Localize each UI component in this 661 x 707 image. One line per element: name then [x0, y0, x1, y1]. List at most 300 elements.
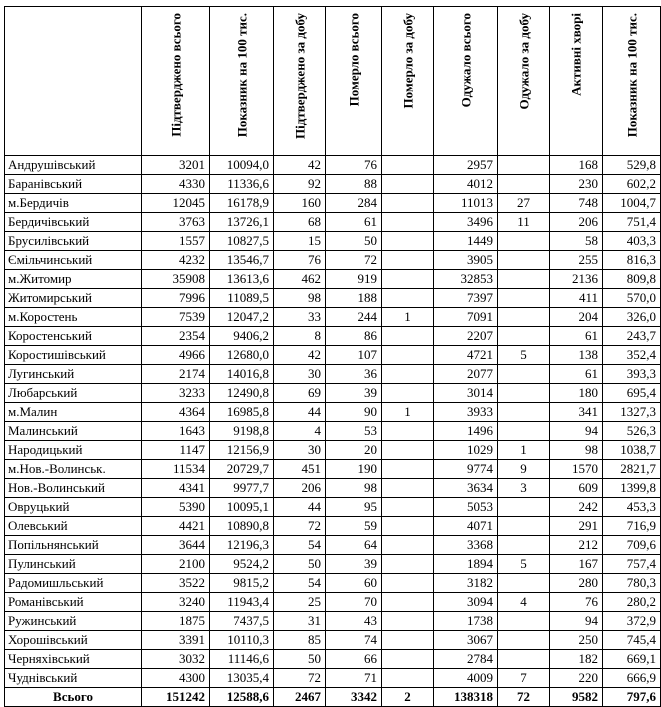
recovered-daily-cell [498, 422, 550, 441]
active-cases-cell: 748 [550, 194, 603, 213]
active-cases-cell: 230 [550, 175, 603, 194]
table-row [5, 213, 661, 232]
rate-per-100k-cell: 11146,6 [210, 650, 274, 669]
table-row [5, 156, 661, 175]
recovered-total-cell: 3014 [434, 384, 498, 403]
active-cases-cell: 242 [550, 498, 603, 517]
deaths-total-cell: 39 [326, 384, 382, 403]
district-name-cell: Коростишівський [5, 346, 142, 365]
header-active-cases: Активні хворі [550, 7, 603, 156]
rate-per-100k-cell: 12047,2 [210, 308, 274, 327]
confirmed-daily-cell: 15 [274, 232, 326, 251]
rate-per-100k-cell: 13035,4 [210, 669, 274, 688]
recovered-total-cell: 4721 [434, 346, 498, 365]
rate-per-100k-cell: 16985,8 [210, 403, 274, 422]
deaths-daily-cell [382, 213, 434, 232]
confirmed-daily-cell: 30 [274, 441, 326, 460]
deaths-total-cell: 59 [326, 517, 382, 536]
table-row [5, 422, 661, 441]
rate-per-100k-cell: 10110,3 [210, 631, 274, 650]
total-row [5, 688, 661, 707]
recovered-daily-cell: 27 [498, 194, 550, 213]
recovered-total-cell: 2077 [434, 365, 498, 384]
active-cases-cell: 255 [550, 251, 603, 270]
deaths-daily-cell [382, 251, 434, 270]
deaths-total-cell: 95 [326, 498, 382, 517]
rate-per-100k-cell: 10890,8 [210, 517, 274, 536]
recovered-daily-cell [498, 251, 550, 270]
district-name-cell: м.Житомир [5, 270, 142, 289]
header-active-rate-per-100k: Показник на 100 тис. [603, 7, 661, 156]
recovered-daily-cell [498, 536, 550, 555]
table-row [5, 270, 661, 289]
confirmed-total-cell: 1643 [142, 422, 210, 441]
active-rate-per-100k-cell: 243,7 [603, 327, 661, 346]
recovered-daily-cell [498, 270, 550, 289]
confirmed-daily-cell: 25 [274, 593, 326, 612]
active-rate-per-100k-cell: 280,2 [603, 593, 661, 612]
confirmed-total-cell: 1875 [142, 612, 210, 631]
recovered-total-cell: 3933 [434, 403, 498, 422]
rate-per-100k-cell: 10095,1 [210, 498, 274, 517]
header-confirmed-daily: Підтверджено за добу [274, 7, 326, 156]
recovered-daily-cell [498, 327, 550, 346]
recovered-total-cell: 1738 [434, 612, 498, 631]
confirmed-daily-cell: 8 [274, 327, 326, 346]
recovered-total-cell: 2207 [434, 327, 498, 346]
header-recovered-daily: Одужало за добу [498, 7, 550, 156]
deaths-daily-cell [382, 460, 434, 479]
table-row [5, 232, 661, 251]
recovered-daily-cell: 1 [498, 441, 550, 460]
rate-per-100k-cell: 13726,1 [210, 213, 274, 232]
deaths-daily-cell [382, 270, 434, 289]
table-row [5, 650, 661, 669]
active-rate-per-100k-cell: 393,3 [603, 365, 661, 384]
table-row [5, 194, 661, 213]
confirmed-total-cell: 3201 [142, 156, 210, 175]
table-row [5, 612, 661, 631]
active-rate-per-100k-cell: 352,4 [603, 346, 661, 365]
deaths-total-cell: 39 [326, 555, 382, 574]
active-cases-cell: 58 [550, 232, 603, 251]
recovered-total-cell: 3905 [434, 251, 498, 270]
active-rate-per-100k-cell: 669,1 [603, 650, 661, 669]
confirmed-daily-cell: 98 [274, 289, 326, 308]
deaths-daily-cell: 2 [382, 688, 434, 707]
active-rate-per-100k-cell: 372,9 [603, 612, 661, 631]
deaths-daily-cell [382, 631, 434, 650]
deaths-total-cell: 74 [326, 631, 382, 650]
deaths-daily-cell [382, 156, 434, 175]
confirmed-daily-cell: 85 [274, 631, 326, 650]
recovered-total-cell: 2957 [434, 156, 498, 175]
rate-per-100k-cell: 10094,0 [210, 156, 274, 175]
recovered-total-cell: 3368 [434, 536, 498, 555]
recovered-daily-cell: 7 [498, 669, 550, 688]
table-row [5, 308, 661, 327]
confirmed-total-cell: 2354 [142, 327, 210, 346]
confirmed-daily-cell: 206 [274, 479, 326, 498]
active-cases-cell: 212 [550, 536, 603, 555]
confirmed-total-cell: 1147 [142, 441, 210, 460]
table-row [5, 327, 661, 346]
confirmed-daily-cell: 54 [274, 536, 326, 555]
active-rate-per-100k-cell: 816,3 [603, 251, 661, 270]
deaths-total-cell: 244 [326, 308, 382, 327]
active-cases-cell: 94 [550, 422, 603, 441]
active-cases-cell: 182 [550, 650, 603, 669]
recovered-daily-cell: 4 [498, 593, 550, 612]
active-cases-cell: 204 [550, 308, 603, 327]
recovered-daily-cell [498, 289, 550, 308]
active-cases-cell: 250 [550, 631, 603, 650]
active-rate-per-100k-cell: 453,3 [603, 498, 661, 517]
recovered-daily-cell [498, 517, 550, 536]
confirmed-total-cell: 5390 [142, 498, 210, 517]
deaths-total-cell: 64 [326, 536, 382, 555]
confirmed-daily-cell: 76 [274, 251, 326, 270]
deaths-total-cell: 71 [326, 669, 382, 688]
confirmed-daily-cell: 4 [274, 422, 326, 441]
table-row [5, 365, 661, 384]
active-cases-cell: 61 [550, 327, 603, 346]
confirmed-daily-cell: 2467 [274, 688, 326, 707]
deaths-total-cell: 43 [326, 612, 382, 631]
district-name-cell: Житомирський [5, 289, 142, 308]
deaths-daily-cell [382, 555, 434, 574]
recovered-total-cell: 3094 [434, 593, 498, 612]
deaths-daily-cell [382, 650, 434, 669]
district-name-cell: Олевський [5, 517, 142, 536]
deaths-daily-cell [382, 327, 434, 346]
confirmed-total-cell: 3522 [142, 574, 210, 593]
recovered-daily-cell [498, 403, 550, 422]
deaths-total-cell: 76 [326, 156, 382, 175]
recovered-total-cell: 4009 [434, 669, 498, 688]
rate-per-100k-cell: 12588,6 [210, 688, 274, 707]
deaths-total-cell: 53 [326, 422, 382, 441]
recovered-daily-cell [498, 631, 550, 650]
recovered-total-cell: 1449 [434, 232, 498, 251]
active-cases-cell: 168 [550, 156, 603, 175]
recovered-daily-cell [498, 308, 550, 327]
active-rate-per-100k-cell: 780,3 [603, 574, 661, 593]
deaths-total-cell: 70 [326, 593, 382, 612]
active-cases-cell: 9582 [550, 688, 603, 707]
confirmed-total-cell: 3391 [142, 631, 210, 650]
rate-per-100k-cell: 11336,6 [210, 175, 274, 194]
recovered-daily-cell: 5 [498, 346, 550, 365]
confirmed-total-cell: 3240 [142, 593, 210, 612]
district-name-cell: Романівський [5, 593, 142, 612]
recovered-total-cell: 32853 [434, 270, 498, 289]
rate-per-100k-cell: 12196,3 [210, 536, 274, 555]
deaths-daily-cell [382, 175, 434, 194]
recovered-daily-cell [498, 232, 550, 251]
active-cases-cell: 138 [550, 346, 603, 365]
covid-statistics-table [4, 6, 661, 707]
deaths-daily-cell [382, 593, 434, 612]
deaths-daily-cell [382, 365, 434, 384]
recovered-total-cell: 1496 [434, 422, 498, 441]
rate-per-100k-cell: 9524,2 [210, 555, 274, 574]
rate-per-100k-cell: 12490,8 [210, 384, 274, 403]
district-name-cell: Чуднівський [5, 669, 142, 688]
deaths-daily-cell [382, 289, 434, 308]
active-cases-cell: 609 [550, 479, 603, 498]
district-name-cell: Малинський [5, 422, 142, 441]
table-row [5, 631, 661, 650]
rate-per-100k-cell: 14016,8 [210, 365, 274, 384]
rate-per-100k-cell: 9815,2 [210, 574, 274, 593]
deaths-daily-cell: 1 [382, 403, 434, 422]
rate-per-100k-cell: 9406,2 [210, 327, 274, 346]
table-row [5, 403, 661, 422]
deaths-total-cell: 86 [326, 327, 382, 346]
deaths-total-cell: 88 [326, 175, 382, 194]
table-row [5, 536, 661, 555]
active-cases-cell: 206 [550, 213, 603, 232]
confirmed-total-cell: 35908 [142, 270, 210, 289]
header-deaths-daily: Померло за добу [382, 7, 434, 156]
deaths-total-cell: 90 [326, 403, 382, 422]
confirmed-total-cell: 4232 [142, 251, 210, 270]
confirmed-daily-cell: 92 [274, 175, 326, 194]
district-name-cell: Брусилівський [5, 232, 142, 251]
deaths-daily-cell [382, 384, 434, 403]
header-recovered-total: Одужало всього [434, 7, 498, 156]
table-row [5, 593, 661, 612]
deaths-total-cell: 72 [326, 251, 382, 270]
deaths-daily-cell [382, 232, 434, 251]
recovered-total-cell: 11013 [434, 194, 498, 213]
confirmed-daily-cell: 72 [274, 669, 326, 688]
district-name-cell: Радомишльський [5, 574, 142, 593]
active-cases-cell: 1570 [550, 460, 603, 479]
recovered-total-cell: 4012 [434, 175, 498, 194]
confirmed-total-cell: 3763 [142, 213, 210, 232]
recovered-daily-cell [498, 175, 550, 194]
rate-per-100k-cell: 9198,8 [210, 422, 274, 441]
total-label-cell: Всього [5, 688, 142, 707]
rate-per-100k-cell: 11089,5 [210, 289, 274, 308]
rate-per-100k-cell: 12680,0 [210, 346, 274, 365]
active-rate-per-100k-cell: 326,0 [603, 308, 661, 327]
deaths-daily-cell [382, 574, 434, 593]
confirmed-total-cell: 3644 [142, 536, 210, 555]
confirmed-total-cell: 4966 [142, 346, 210, 365]
header-district [5, 7, 142, 156]
deaths-total-cell: 60 [326, 574, 382, 593]
active-rate-per-100k-cell: 797,6 [603, 688, 661, 707]
active-rate-per-100k-cell: 403,3 [603, 232, 661, 251]
confirmed-total-cell: 7996 [142, 289, 210, 308]
deaths-total-cell: 36 [326, 365, 382, 384]
table-row [5, 460, 661, 479]
table-row [5, 517, 661, 536]
confirmed-daily-cell: 69 [274, 384, 326, 403]
district-name-cell: Пулинський [5, 555, 142, 574]
deaths-daily-cell: 1 [382, 308, 434, 327]
rate-per-100k-cell: 13546,7 [210, 251, 274, 270]
deaths-total-cell: 3342 [326, 688, 382, 707]
table-row [5, 555, 661, 574]
confirmed-total-cell: 12045 [142, 194, 210, 213]
confirmed-total-cell: 4300 [142, 669, 210, 688]
recovered-total-cell: 2784 [434, 650, 498, 669]
district-name-cell: Бердичівський [5, 213, 142, 232]
confirmed-daily-cell: 160 [274, 194, 326, 213]
recovered-total-cell: 7091 [434, 308, 498, 327]
confirmed-daily-cell: 30 [274, 365, 326, 384]
rate-per-100k-cell: 12156,9 [210, 441, 274, 460]
recovered-total-cell: 4071 [434, 517, 498, 536]
recovered-total-cell: 3067 [434, 631, 498, 650]
recovered-daily-cell: 3 [498, 479, 550, 498]
recovered-daily-cell: 9 [498, 460, 550, 479]
table-row [5, 669, 661, 688]
deaths-total-cell: 188 [326, 289, 382, 308]
district-name-cell: Хорошівський [5, 631, 142, 650]
active-cases-cell: 291 [550, 517, 603, 536]
rate-per-100k-cell: 20729,7 [210, 460, 274, 479]
rate-per-100k-cell: 10827,5 [210, 232, 274, 251]
recovered-total-cell: 1029 [434, 441, 498, 460]
deaths-total-cell: 284 [326, 194, 382, 213]
active-cases-cell: 2136 [550, 270, 603, 289]
table-row [5, 175, 661, 194]
table-row [5, 441, 661, 460]
recovered-daily-cell [498, 650, 550, 669]
deaths-daily-cell [382, 194, 434, 213]
deaths-daily-cell [382, 422, 434, 441]
active-rate-per-100k-cell: 751,4 [603, 213, 661, 232]
confirmed-daily-cell: 68 [274, 213, 326, 232]
deaths-daily-cell [382, 536, 434, 555]
active-rate-per-100k-cell: 716,9 [603, 517, 661, 536]
deaths-total-cell: 107 [326, 346, 382, 365]
active-rate-per-100k-cell: 1327,3 [603, 403, 661, 422]
recovered-daily-cell [498, 384, 550, 403]
confirmed-daily-cell: 54 [274, 574, 326, 593]
confirmed-daily-cell: 42 [274, 156, 326, 175]
active-cases-cell: 76 [550, 593, 603, 612]
deaths-daily-cell [382, 517, 434, 536]
active-rate-per-100k-cell: 529,8 [603, 156, 661, 175]
confirmed-daily-cell: 50 [274, 555, 326, 574]
district-name-cell: Андрушівський [5, 156, 142, 175]
header-rate-per-100k: Показник на 100 тис. [210, 7, 274, 156]
deaths-total-cell: 919 [326, 270, 382, 289]
active-cases-cell: 180 [550, 384, 603, 403]
district-name-cell: Ружинський [5, 612, 142, 631]
recovered-total-cell: 9774 [434, 460, 498, 479]
deaths-total-cell: 190 [326, 460, 382, 479]
cropped-caption-strip [0, 0, 642, 5]
active-cases-cell: 167 [550, 555, 603, 574]
confirmed-total-cell: 3032 [142, 650, 210, 669]
active-cases-cell: 98 [550, 441, 603, 460]
rate-per-100k-cell: 13613,6 [210, 270, 274, 289]
district-name-cell: м.Бердичів [5, 194, 142, 213]
active-cases-cell: 94 [550, 612, 603, 631]
recovered-daily-cell [498, 365, 550, 384]
confirmed-daily-cell: 462 [274, 270, 326, 289]
active-rate-per-100k-cell: 602,2 [603, 175, 661, 194]
confirmed-total-cell: 11534 [142, 460, 210, 479]
district-name-cell: м.Коростень [5, 308, 142, 327]
district-name-cell: Овруцький [5, 498, 142, 517]
table-row [5, 384, 661, 403]
confirmed-total-cell: 2100 [142, 555, 210, 574]
confirmed-total-cell: 7539 [142, 308, 210, 327]
active-cases-cell: 280 [550, 574, 603, 593]
active-rate-per-100k-cell: 695,4 [603, 384, 661, 403]
table-row [5, 574, 661, 593]
recovered-daily-cell [498, 498, 550, 517]
confirmed-total-cell: 4330 [142, 175, 210, 194]
confirmed-daily-cell: 31 [274, 612, 326, 631]
active-rate-per-100k-cell: 1004,7 [603, 194, 661, 213]
table-row [5, 498, 661, 517]
table-row [5, 289, 661, 308]
deaths-daily-cell [382, 441, 434, 460]
confirmed-total-cell: 4364 [142, 403, 210, 422]
deaths-total-cell: 61 [326, 213, 382, 232]
deaths-total-cell: 20 [326, 441, 382, 460]
recovered-total-cell: 3634 [434, 479, 498, 498]
header-confirmed-total: Підтверджено всього [142, 7, 210, 156]
active-rate-per-100k-cell: 2821,7 [603, 460, 661, 479]
active-cases-cell: 61 [550, 365, 603, 384]
deaths-total-cell: 98 [326, 479, 382, 498]
active-rate-per-100k-cell: 757,4 [603, 555, 661, 574]
district-name-cell: м.Нов.-Волинськ. [5, 460, 142, 479]
deaths-daily-cell [382, 612, 434, 631]
recovered-daily-cell: 72 [498, 688, 550, 707]
recovered-daily-cell [498, 612, 550, 631]
recovered-total-cell: 3182 [434, 574, 498, 593]
rate-per-100k-cell: 9977,7 [210, 479, 274, 498]
confirmed-total-cell: 4341 [142, 479, 210, 498]
recovered-daily-cell [498, 574, 550, 593]
confirmed-daily-cell: 42 [274, 346, 326, 365]
confirmed-daily-cell: 44 [274, 403, 326, 422]
recovered-daily-cell: 11 [498, 213, 550, 232]
confirmed-total-cell: 151242 [142, 688, 210, 707]
confirmed-daily-cell: 44 [274, 498, 326, 517]
confirmed-total-cell: 2174 [142, 365, 210, 384]
active-rate-per-100k-cell: 526,3 [603, 422, 661, 441]
district-name-cell: Ємільчинський [5, 251, 142, 270]
deaths-total-cell: 66 [326, 650, 382, 669]
rate-per-100k-cell: 16178,9 [210, 194, 274, 213]
confirmed-total-cell: 1557 [142, 232, 210, 251]
confirmed-daily-cell: 72 [274, 517, 326, 536]
recovered-total-cell: 3496 [434, 213, 498, 232]
active-rate-per-100k-cell: 709,6 [603, 536, 661, 555]
recovered-total-cell: 1894 [434, 555, 498, 574]
deaths-daily-cell [382, 669, 434, 688]
active-rate-per-100k-cell: 1399,8 [603, 479, 661, 498]
active-rate-per-100k-cell: 745,4 [603, 631, 661, 650]
deaths-daily-cell [382, 498, 434, 517]
recovered-daily-cell [498, 156, 550, 175]
confirmed-daily-cell: 50 [274, 650, 326, 669]
confirmed-total-cell: 4421 [142, 517, 210, 536]
header-deaths-total: Померло всього [326, 7, 382, 156]
